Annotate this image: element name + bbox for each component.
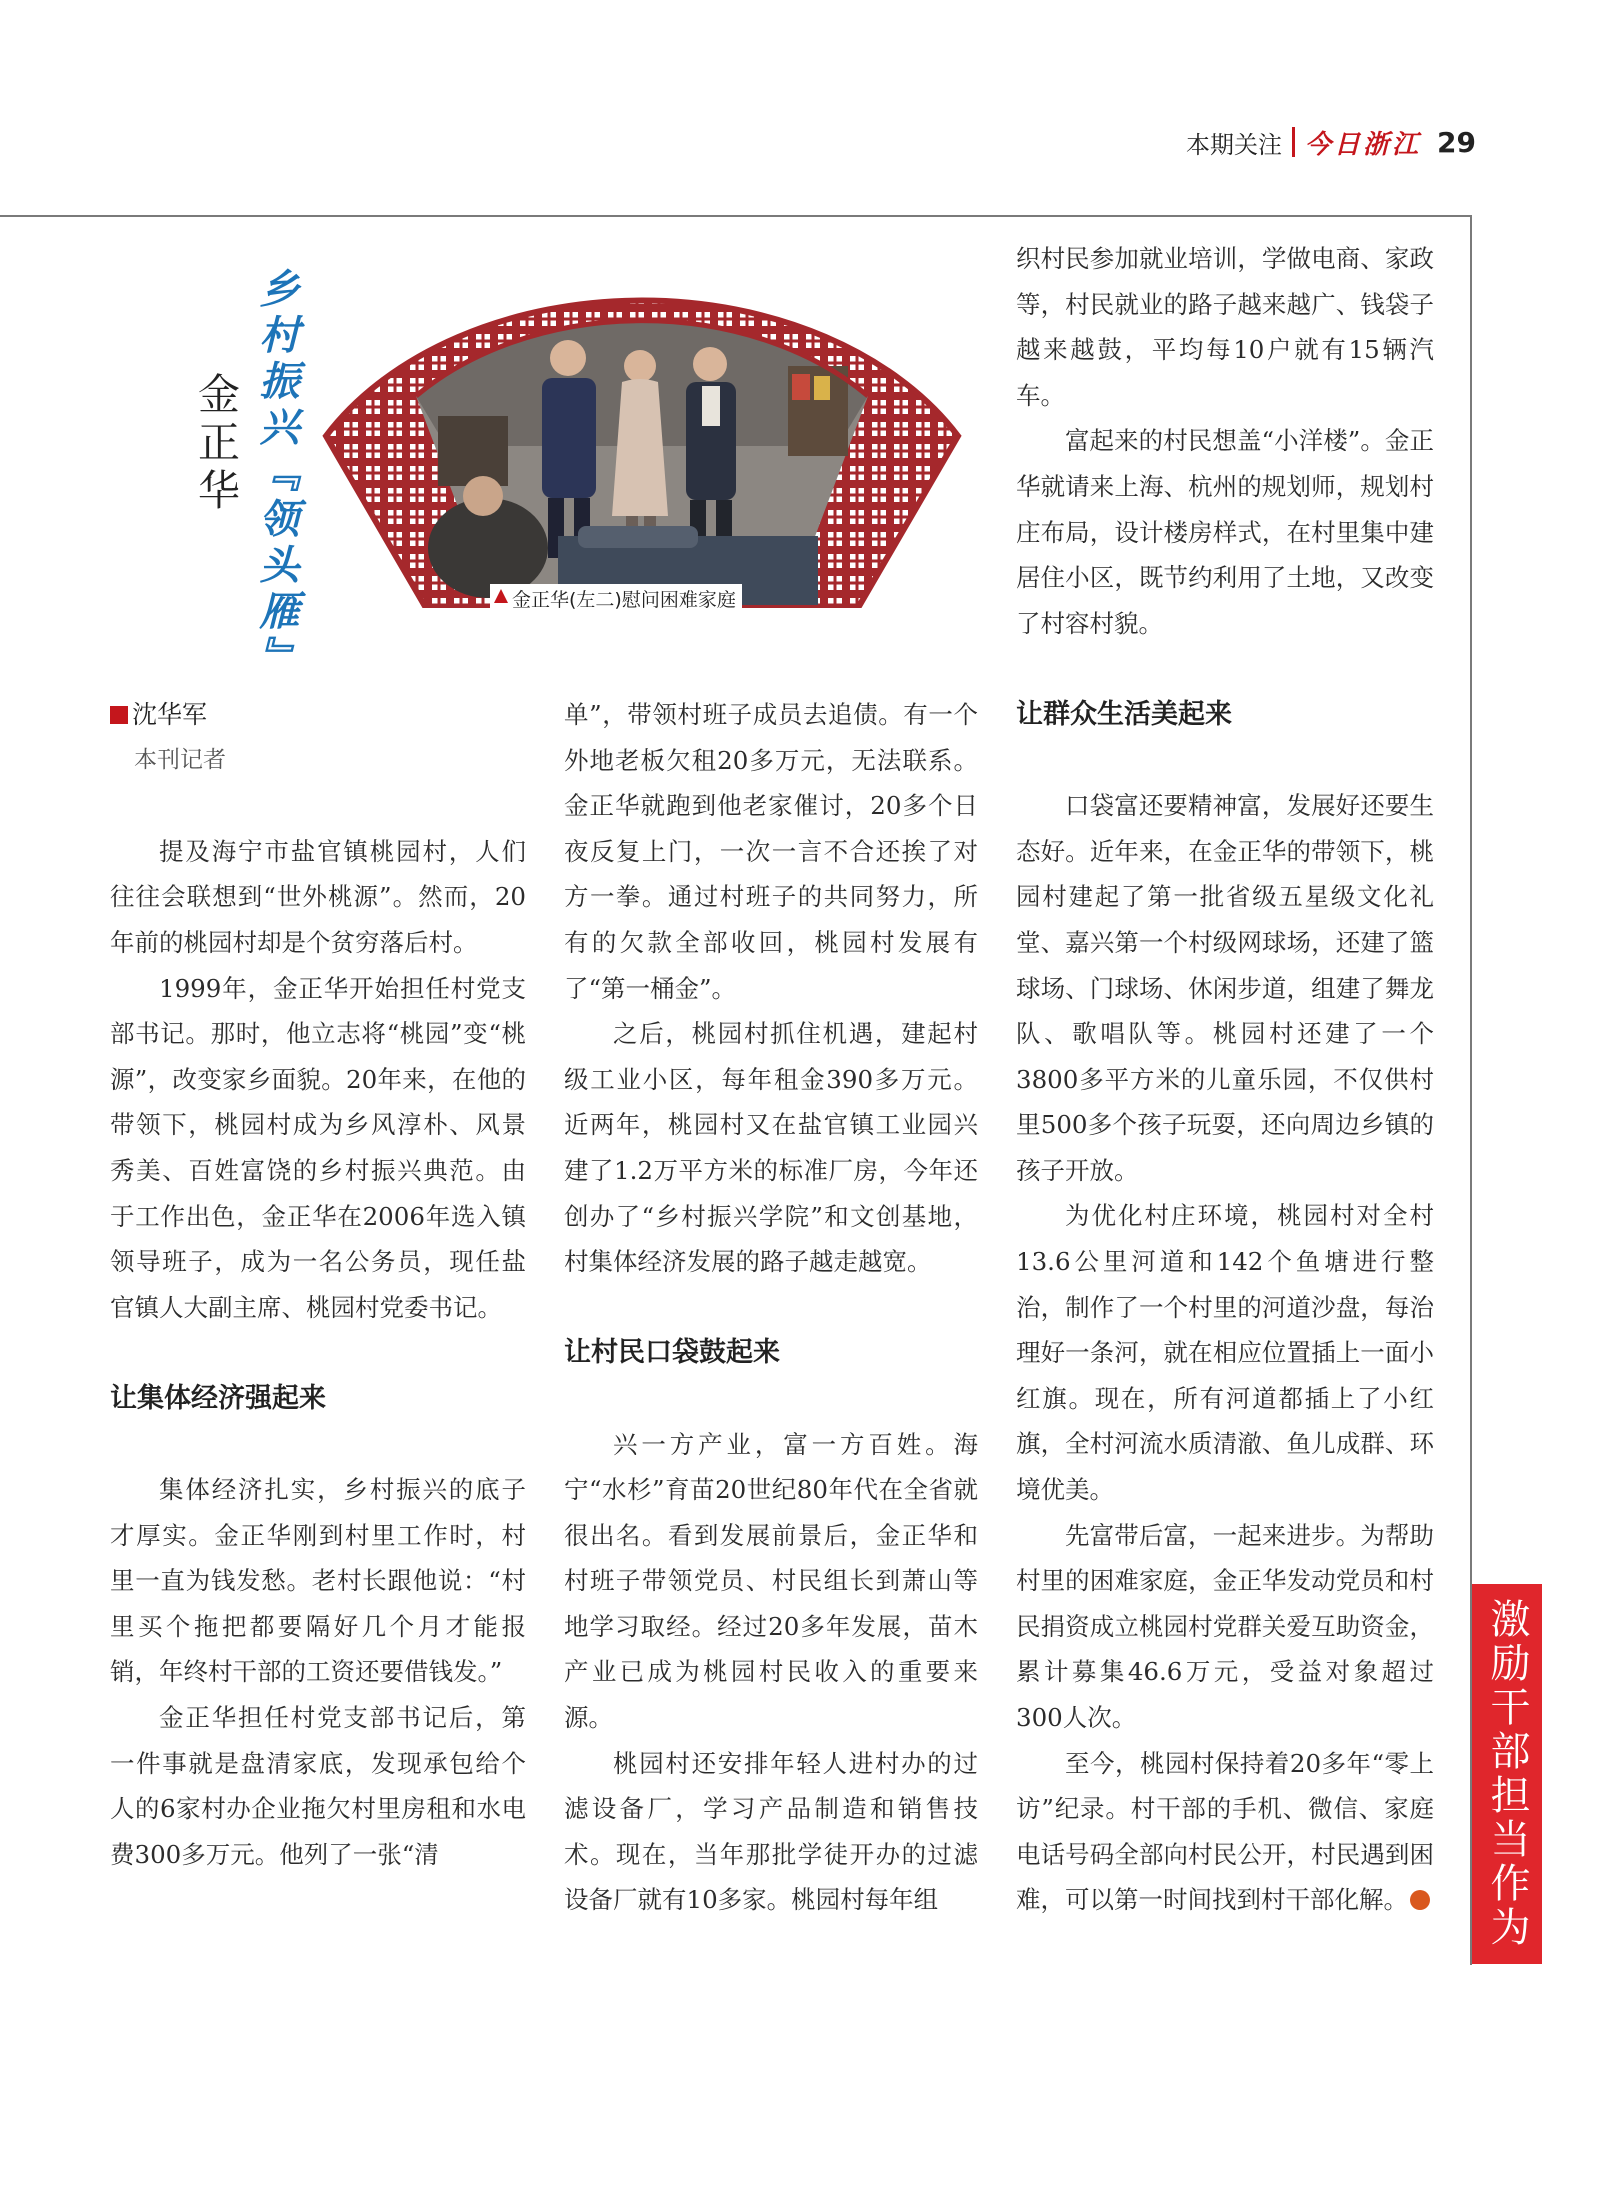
caption-text: 金正华(左二)慰问困难家庭 (512, 589, 736, 611)
paragraph: 单”，带领村班子成员去追债。有一个外地老板欠租20多万元，无法联系。金正华就跑到他老家催讨，20多个日夜反复上门，一次一言不合还挨了对方一拳。通过村班子的共同努力，所有的欠款全部收回，桃园村发展有了“第一桶金”。 (564, 700, 978, 1003)
paragraph: 织村民参加就业培训，学做电商、家政等，村民就业的路子越来越广、钱袋子越来越鼓，平均每10户就有15辆汽车。 (1016, 244, 1434, 410)
paragraph: 提及海宁市盐官镇桃园村，人们往往会联想到“世外桃源”。然而，20年前的桃园村却是个贫穷落后村。 (110, 836, 526, 957)
page-number: 29 (1437, 125, 1476, 159)
paragraph: 为优化村庄环境，桃园村对全村13.6公里河道和142个鱼塘进行整治，制作了一个村里的河道沙盘，每治理好一条河，就在相应位置插上一面小红旗。现在，所有河道都插上了小红旗，全村河流水质清澈、鱼儿成群、环境优美。 (1016, 1201, 1434, 1505)
paragraph: 金正华担任村党支部书记后，第一件事就是盘清家底，发现承包给个人的6家村办企业拖欠村里房租和水电费300多万元。他列了一张“清 (110, 1703, 526, 1869)
photo-illustration (318, 286, 966, 608)
section-heading: 让群众生活美起来 (1016, 698, 1232, 730)
author-marker-icon (110, 706, 128, 724)
end-mark-icon (1410, 1890, 1430, 1910)
paragraph: 之后，桃园村抓住机遇，建起村级工业小区，每年租金390多万元。近两年，桃园村又在盐官镇工业园兴建了1.2万平方米的标准厂房，今年还创办了“乡村振兴学院”和文创基地，村集体经济发展的路子越走越宽。 (564, 1019, 978, 1277)
paragraph: 先富带后富，一起来进步。为帮助村里的困难家庭，金正华发动党员和村民捐资成立桃园村党群关爱互助资金，累计募集46.6万元，受益对象超过300人次。 (1016, 1520, 1434, 1732)
paragraph: 富起来的村民想盖“小洋楼”。金正华就请来上海、杭州的规划师，规划村庄布局，设计楼房样式，在村里集中建居住小区，既节约利用了土地，又改变了村容村貌。 (1016, 426, 1434, 638)
person-name: 金正华 (192, 372, 241, 516)
section-label: 本期关注 (1186, 130, 1283, 159)
paragraph (1016, 1741, 1434, 1923)
magazine-logo: 今日浙江 (1305, 129, 1422, 160)
paragraph: 兴一方产业，富一方百姓。海宁“水杉”育苗20世纪80年代在全省就很出名。看到发展前景后，金正华和村班子带领党员、村民组长到萧山等地学习取经。经过20多年发展，苗木产业已成为桃园村民收入的重要来源。 (564, 1429, 978, 1733)
article-column-1 (110, 692, 526, 1877)
paragraph: 桃园村还安排年轻人进村办的过滤设备厂，学习产品制造和销售技术。现在，当年那批学徒开办的过滤设备厂就有10多家。桃园村每年组 (564, 1748, 978, 1915)
author-byline (110, 692, 526, 738)
paragraph: 集体经济扎实，乡村振兴的底子才厚实。金正华刚到村里工作时，村里一直为钱发愁。老村长跟他说：“村里买个拖把都要隔好几个月才能报销，年终村干部的工资还要借钱发。” (110, 1475, 526, 1687)
header-divider (1292, 127, 1295, 157)
paragraph: 口袋富还要精神富，发展好还要生态好。近年来，在金正华的带领下，桃园村建起了第一批省级五星级文化礼堂、嘉兴第一个村级网球场，还建了篮球场、门球场、休闲步道，组建了舞龙队、歌唱队等。桃园村还建了一个3800多平方米的儿童乐园，不仅供村里500多个孩子玩耍，还向周边乡镇的孩子开放。 (1016, 791, 1434, 1185)
column-tab: 激励干部担当作为 (1472, 1584, 1542, 1964)
section-heading: 让村民口袋鼓起来 (564, 1337, 780, 1369)
paragraph-text: 至今，桃园村保持着20多年“零上访”纪录。村干部的手机、微信、家庭电话号码全部向村民公开，村民遇到困难，可以第一时间找到村干部化解。 (1016, 1748, 1434, 1915)
series-title: 乡村振兴『领头雁』 (253, 268, 299, 682)
caption-marker-icon (494, 589, 508, 603)
author-name: 沈华军 (132, 700, 208, 729)
article-column-3 (1016, 236, 1434, 1923)
article-column-2 (564, 692, 978, 1923)
author-role: 本刊记者 (134, 746, 226, 773)
photo-caption (490, 584, 742, 613)
page-header (1186, 124, 1476, 160)
fan-photo (318, 286, 966, 608)
top-rule (0, 215, 1472, 217)
paragraph: 1999年，金正华开始担任村党支部书记。那时，他立志将“桃园”变“桃源”，改变家乡面貌。20年来，在他的带领下，桃园村成为乡风淳朴、风景秀美、百姓富饶的乡村振兴典范。由于工作出色，金正华在2006年选入镇领导班子，成为一名公务员，现任盐官镇人大副主席、桃园村党委书记。 (110, 973, 526, 1322)
section-heading: 让集体经济强起来 (110, 1382, 326, 1414)
